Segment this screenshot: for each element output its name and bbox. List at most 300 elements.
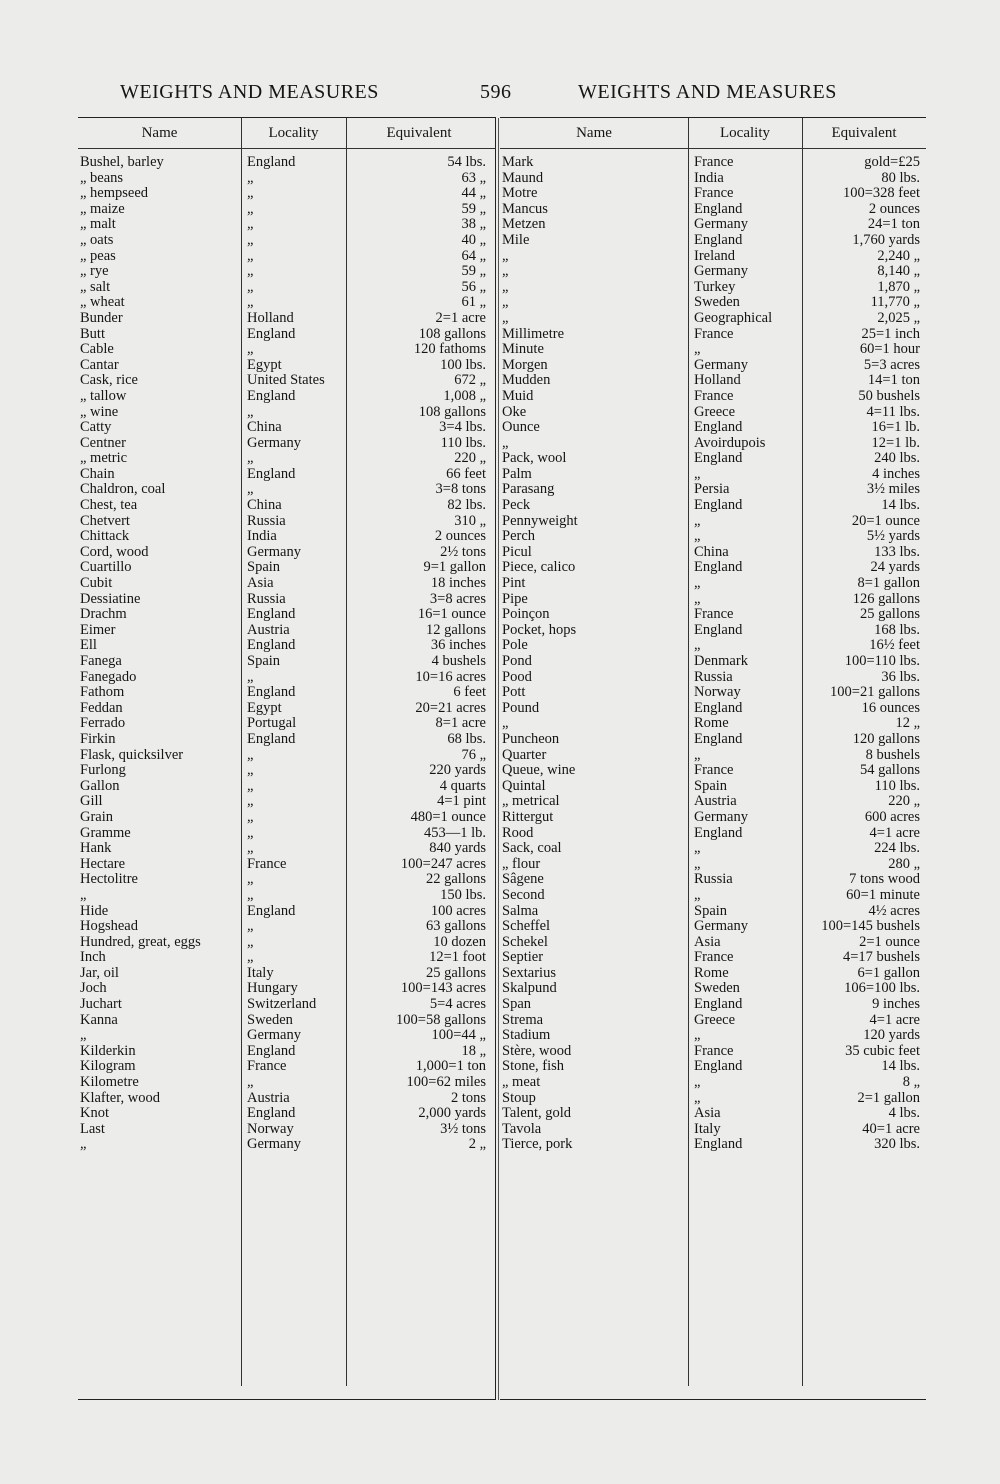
table-row [500,826,926,842]
entry-name: Quintal [502,778,546,794]
entry-equivalent: 120 fathoms [413,342,486,358]
entry-name: Bunder [80,310,123,326]
entry-equivalent: 9=1 gallon [423,560,486,576]
entry-name: Schekel [502,934,548,950]
entry-name: Last [80,1121,105,1137]
entry-name: Cask, rice [80,373,138,389]
entry-equivalent: 120 yards [863,1028,920,1044]
table-row [78,1059,496,1075]
entry-equivalent: 280 „ [888,856,920,872]
entry-equivalent: 22 gallons [425,872,486,888]
entry-equivalent: 36 inches [430,638,486,654]
entry-locality: India [694,170,724,186]
header-name: Name [141,124,178,141]
entry-name: „ maize [80,201,125,217]
entry-locality: Germany [694,357,748,373]
table-row [500,420,926,436]
table-row [500,560,926,576]
table-row [78,607,496,623]
entry-locality: France [694,607,734,623]
entry-name: Maund [502,170,544,186]
entry-locality: „ [694,887,701,903]
table-row [500,623,926,639]
entry-locality: United States [247,373,325,389]
entry-equivalent: 2 ounces [434,529,486,545]
entry-locality: Germany [694,264,748,280]
table-row [78,888,496,904]
entry-equivalent: 18 „ [461,1043,486,1059]
entry-locality: „ [247,809,254,825]
left-column-headers [78,118,496,149]
table-row [78,981,496,997]
left-table [78,118,496,1153]
table-row [500,1013,926,1029]
right-column-headers [500,118,926,149]
table-row [78,576,496,592]
right-locality-equivalent-divider [802,118,803,1386]
table-row [78,935,496,951]
table-row [78,1075,496,1091]
entry-name: Gallon [80,778,120,794]
entry-equivalent: 2,240 „ [877,248,920,264]
entry-name: Oke [502,404,527,420]
header-name: Name [576,124,612,141]
entry-equivalent: 600 acres [864,809,920,825]
page-number: 596 [480,81,512,103]
entry-locality: „ [247,950,254,966]
entry-locality: England [694,451,743,467]
entry-name: Chest, tea [80,498,138,514]
entry-equivalent: 25 gallons [425,965,486,981]
entry-locality: „ [247,841,254,857]
entry-equivalent: 59 „ [461,264,486,280]
entry-locality: „ [247,763,254,779]
entry-equivalent: 1,008 „ [443,388,486,404]
entry-locality: France [694,1043,734,1059]
entry-name: „ [80,1028,87,1044]
entry-equivalent: 110 lbs. [440,435,486,451]
entry-name: Pood [502,669,532,685]
entry-locality: England [247,388,296,404]
entry-name: Muid [502,388,534,404]
entry-name: Hide [80,903,109,919]
entry-locality: Geographical [694,310,773,326]
entry-name: „ [502,248,509,264]
entry-name: Parasang [502,482,555,498]
entry-name: „ flour [502,856,541,872]
table-row [78,560,496,576]
entry-name: „ metric [80,451,128,467]
table-row [78,904,496,920]
entry-equivalent: 310 „ [454,513,486,529]
entry-name: Klafter, wood [80,1090,160,1106]
table-row [78,779,496,795]
table-row [500,1075,926,1091]
entry-name: Pole [502,638,528,654]
entry-name: Flask, quicksilver [80,747,184,763]
table-row [500,638,926,654]
entry-equivalent: 220 „ [888,794,920,810]
table-row [78,1028,496,1044]
table-row [78,654,496,670]
entry-equivalent: 8=1 acre [435,716,486,732]
entry-name: Cable [80,342,114,358]
entry-locality: „ [247,295,254,311]
entry-equivalent: 100 lbs. [440,357,486,373]
entry-locality: Spain [694,903,728,919]
entry-name: Cantar [80,357,119,373]
entry-locality: Germany [694,919,748,935]
entry-equivalent: 6 feet [453,685,486,701]
entry-equivalent: 8=1 gallon [857,576,920,592]
table-row [500,498,926,514]
entry-equivalent: 3½ tons [440,1121,486,1137]
entry-name: Mark [502,155,534,170]
entry-equivalent: 100=143 acres [400,981,486,997]
entry-locality: „ [694,856,701,872]
entry-name: Bushel, barley [80,155,164,170]
table-row [78,405,496,421]
entry-locality: „ [694,1090,701,1106]
entry-name: Pocket, hops [502,622,577,638]
entry-locality: Turkey [694,279,736,295]
table-row [500,327,926,343]
entry-name: Feddan [80,700,123,716]
entry-name: Kilogram [80,1059,136,1075]
entry-locality: „ [247,170,254,186]
entry-name: Fanegado [80,669,137,685]
entry-locality: China [247,420,282,436]
table-row [78,545,496,561]
entry-equivalent: 5=4 acres [429,997,486,1013]
table-row [500,1137,926,1153]
entry-equivalent: 60=1 hour [859,342,920,358]
entry-name: Chain [80,466,115,482]
entry-equivalent: 1,000=1 ton [415,1059,486,1075]
table-row [78,638,496,654]
entry-equivalent: 14 lbs. [881,1059,920,1075]
table-row [500,1122,926,1138]
entry-locality: Sweden [694,295,740,311]
entry-locality: „ [694,747,701,763]
entry-name: „ wine [80,404,119,420]
entry-name: „ tallow [80,388,127,404]
table-row [78,186,496,202]
entry-name: Grain [80,809,114,825]
entry-name: „ hempseed [80,186,149,202]
table-row [500,872,926,888]
entry-locality: England [247,466,296,482]
entry-equivalent: 38 „ [461,217,486,233]
entry-locality: „ [247,669,254,685]
entry-locality: France [694,388,734,404]
entry-name: Fathom [80,685,125,701]
entry-name: „ meat [502,1075,541,1091]
entry-equivalent: 16=1 lb. [871,420,920,436]
entry-name: „ peas [80,248,116,264]
entry-locality: England [694,997,743,1013]
entry-equivalent: 20=1 ounce [851,513,920,529]
entry-equivalent: 2,025 „ [877,310,920,326]
entry-equivalent: 840 yards [429,841,486,857]
entry-name: Piece, calico [502,560,576,576]
entry-name: Pipe [502,591,528,607]
table-row [500,358,926,374]
entry-locality: Holland [247,310,294,326]
entry-equivalent: 60=1 minute [846,887,920,903]
left-rows [78,149,496,1153]
table-row [78,1044,496,1060]
entry-equivalent: 20=21 acres [415,700,486,716]
table-row [500,280,926,296]
table-row [500,810,926,826]
right-table [500,118,926,1153]
entry-name: Catty [80,420,112,436]
table-row [500,950,926,966]
entry-equivalent: 2 tons [450,1090,486,1106]
entry-equivalent: 106=100 lbs. [844,981,920,997]
entry-locality: „ [247,186,254,202]
entry-name: Stadium [502,1028,551,1044]
table-row [78,420,496,436]
entry-name: „ [80,887,87,903]
table-row [500,576,926,592]
table-row [78,592,496,608]
entry-equivalent: 3½ miles [866,482,920,498]
entry-name: Cuartillo [80,560,132,576]
entry-equivalent: 320 lbs. [874,1137,920,1153]
entry-equivalent: 110 lbs. [874,778,920,794]
table-row [78,748,496,764]
entry-name: Hank [80,841,112,857]
table-row [78,716,496,732]
entry-name: Mile [502,232,530,248]
entry-name: Pint [502,576,526,592]
entry-name: Mudden [502,373,551,389]
entry-locality: Greece [694,1012,736,1028]
entry-locality: „ [247,778,254,794]
table-row [78,950,496,966]
entry-equivalent: 35 cubic feet [845,1043,920,1059]
table-row [78,810,496,826]
entry-equivalent: 240 lbs. [874,451,920,467]
entry-locality: England [694,825,743,841]
entry-name: Millimetre [502,326,565,342]
table-row [500,264,926,280]
entry-name: Sâgene [502,872,544,888]
table-row [500,405,926,421]
entry-name: Inch [80,950,106,966]
entry-locality: England [694,1059,743,1075]
entry-name: „ [502,295,509,311]
entry-locality: „ [247,934,254,950]
entry-locality: France [694,186,734,202]
entry-equivalent: 4 inches [872,466,920,482]
entry-locality: France [694,326,734,342]
entry-name: Rood [502,825,534,841]
entry-equivalent: 16½ feet [869,638,920,654]
entry-equivalent: 6=1 gallon [857,965,920,981]
entry-locality: Persia [694,482,730,498]
table-row [500,857,926,873]
running-title-left: WEIGHTS AND MEASURES [120,81,379,103]
entry-locality: Spain [247,654,281,669]
entry-locality: „ [247,919,254,935]
table-row [78,857,496,873]
entry-equivalent: 54 gallons [859,763,920,779]
table-row [500,716,926,732]
entry-equivalent: 100=247 acres [400,856,486,872]
table-row [78,1137,496,1153]
entry-equivalent: 7 tons wood [849,872,920,888]
table-row [78,217,496,233]
entry-name: Pack, wool [502,451,567,467]
entry-locality: England [247,607,296,623]
entry-locality: England [694,731,743,747]
table-row [78,966,496,982]
entry-equivalent: 4½ acres [868,903,920,919]
table-row [78,451,496,467]
entry-equivalent: 12=1 lb. [871,435,920,451]
entry-name: Sack, coal [502,841,562,857]
entry-locality: Rome [694,965,729,981]
entry-locality: Italy [247,965,274,981]
entry-locality: Russia [247,513,286,529]
entry-locality: Germany [694,217,748,233]
entry-equivalent: 108 gallons [418,326,486,342]
table-row [78,311,496,327]
table-row [500,451,926,467]
entry-equivalent: 25=1 inch [861,326,920,342]
entry-locality: Switzerland [247,997,317,1013]
table-row [78,171,496,187]
entry-locality: Asia [694,1106,721,1122]
entry-name: Butt [80,326,105,342]
entry-equivalent: 4=17 bushels [842,950,920,966]
entry-locality: Norway [694,685,741,701]
entry-equivalent: 50 bushels [858,388,920,404]
entry-locality: Italy [694,1121,721,1137]
entry-equivalent: 10=16 acres [415,669,486,685]
entry-equivalent: 63 gallons [425,919,486,935]
table-row [500,311,926,327]
entry-equivalent: 54 lbs. [447,155,486,170]
entry-locality: Russia [247,591,286,607]
table-row [500,373,926,389]
table-row [500,295,926,311]
entry-locality: Spain [247,560,281,576]
entry-locality: England [694,201,743,217]
entry-equivalent: 76 „ [461,747,486,763]
entry-equivalent: 12=1 foot [429,950,486,966]
entry-locality: England [694,1137,743,1153]
entry-locality: „ [694,1075,701,1091]
entry-locality: „ [247,1075,254,1091]
entry-locality: „ [694,841,701,857]
entry-name: Kanna [80,1012,118,1028]
entry-name: Chittack [80,529,130,545]
entry-name: Talent, gold [502,1106,572,1122]
entry-equivalent: 224 lbs. [874,841,920,857]
entry-equivalent: 8 „ [902,1075,920,1091]
entry-name: Pound [502,700,540,716]
entry-name: Dessiatine [80,591,141,607]
entry-equivalent: 108 gallons [418,404,486,420]
table-row [78,249,496,265]
table-row [500,748,926,764]
table-row [500,1106,926,1122]
entry-name: Minute [502,342,544,358]
table-row [78,280,496,296]
entry-name: Queue, wine [502,763,576,779]
table-row [500,249,926,265]
table-row [78,841,496,857]
entry-name: Ell [80,638,97,654]
right-name-locality-divider [688,118,689,1386]
entry-locality: England [694,700,743,716]
entry-equivalent: 24=1 ton [867,217,920,233]
entry-equivalent: 68 lbs. [447,731,486,747]
entry-locality: England [247,685,296,701]
table-row [500,794,926,810]
entry-name: Drachm [80,607,127,623]
table-row [500,732,926,748]
entry-locality: „ [247,825,254,841]
header-locality: Locality [268,124,319,141]
entry-locality: Hungary [247,981,298,997]
table-row [500,841,926,857]
entry-locality: Ireland [694,248,736,264]
entry-locality: Greece [694,404,736,420]
left-locality-equivalent-divider [346,118,347,1386]
entry-locality: „ [247,794,254,810]
table-row [78,295,496,311]
entry-name: Perch [502,529,536,545]
entry-name: Juchart [80,997,122,1013]
table-row [500,389,926,405]
entry-name: Salma [502,903,539,919]
entry-equivalent: 126 gallons [852,591,920,607]
table-row [78,872,496,888]
entry-equivalent: 2=1 acre [435,310,486,326]
entry-equivalent: 8 bushels [865,747,920,763]
entry-name: Morgen [502,357,548,373]
entry-name: Gramme [80,825,131,841]
entry-equivalent: 56 „ [461,279,486,295]
entry-locality: England [694,622,743,638]
entry-locality: France [694,950,734,966]
entry-locality: „ [247,201,254,217]
table-row [78,1122,496,1138]
entry-locality: England [694,560,743,576]
table-row [500,685,926,701]
bottom-rule-left [78,1399,496,1400]
table-row [500,529,926,545]
entry-name: Firkin [80,731,116,747]
entry-name: „ beans [80,170,124,186]
table-row [78,763,496,779]
entry-locality: Asia [247,576,274,592]
entry-name: „ [502,435,509,451]
table-row [500,436,926,452]
entry-name: Skalpund [502,981,557,997]
entry-locality: Austria [247,1090,290,1106]
table-row [78,358,496,374]
entry-name: Peck [502,498,531,514]
entry-equivalent: 64 „ [461,248,486,264]
table-row [78,342,496,358]
entry-name: „ [502,279,509,295]
